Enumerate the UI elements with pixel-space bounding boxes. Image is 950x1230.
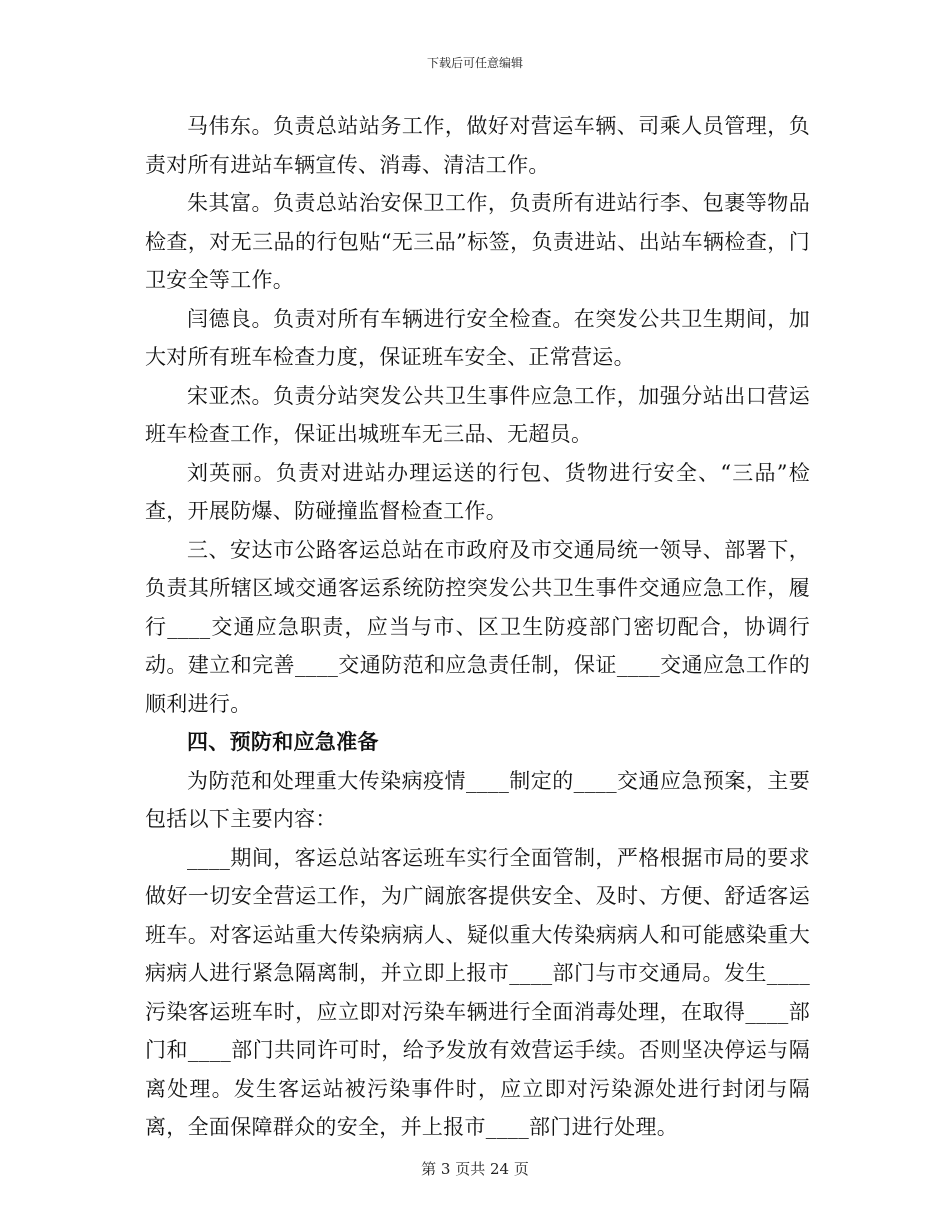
paragraph-plan-intro: 为防范和处理重大传染病疫情____制定的____交通应急预案，主要包括以下主要内容： [145, 768, 810, 831]
page-footer: 第 3 页共 24 页 [421, 1160, 529, 1178]
paragraph-liu-yingli: 刘英丽。负责对进站办理运送的行包、货物进行安全、“三品”检查，开展防爆、防碰撞监督检查工作。 [145, 460, 810, 523]
page-header: 下载后可任意编辑 [426, 56, 523, 70]
paragraph-plan-content: ____期间，客运总站客运班车实行全面管制，严格根据市局的要求做好一切安全营运工作，为广阔旅客提供安全、及时、方便、舒适客运班车。对客运站重大传染病病人、疑似重大传染病病人和可能感染重大病病人进行紧急隔离制，并立即上报市____部门与市交通局。发生____污染客运班车时，应立即对污染车辆进行全面消毒处理，在取得____部门和____部门共同许可时，给予发放有效营运手续。否则坚决停运与隔离处理。发生客运站被污染事件时，应立即对污染源处进行封闭与隔离，全面保障群众的安全，并上报市____部门进行处理。 [145, 845, 810, 1139]
section-heading-four: 四、预防和应急准备 [187, 729, 379, 754]
document-body [145, 107, 810, 1147]
paragraph-song-yajie: 宋亚杰。负责分站突发公共卫生事件应急工作，加强分站出口营运班车检查工作，保证出城班车无三品、无超员。 [145, 383, 810, 446]
paragraph-ma-weidong: 马伟东。负责总站站务工作，做好对营运车辆、司乘人员管理，负责对所有进站车辆宣传、消毒、清洁工作。 [145, 114, 810, 177]
paragraph-zhu-qifu: 朱其富。负责总站治安保卫工作，负责所有进站行李、包裹等物品检查，对无三品的行包贴“无三品”标签，负责进站、出站车辆检查，门卫安全等工作。 [145, 191, 810, 292]
paragraph-section-three: 三、安达市公路客运总站在市政府及市交通局统一领导、部署下，负责其所辖区域交通客运系统防控突发公共卫生事件交通应急工作，履行____交通应急职责，应当与市、区卫生防疫部门密切配合，协调行动。建立和完善____交通防范和应急责任制，保证____交通应急工作的顺利进行。 [145, 537, 810, 716]
paragraph-yan-deliang: 闫德良。负责对所有车辆进行安全检查。在突发公共卫生期间，加大对所有班车检查力度，保证班车安全、正常营运。 [145, 306, 810, 369]
